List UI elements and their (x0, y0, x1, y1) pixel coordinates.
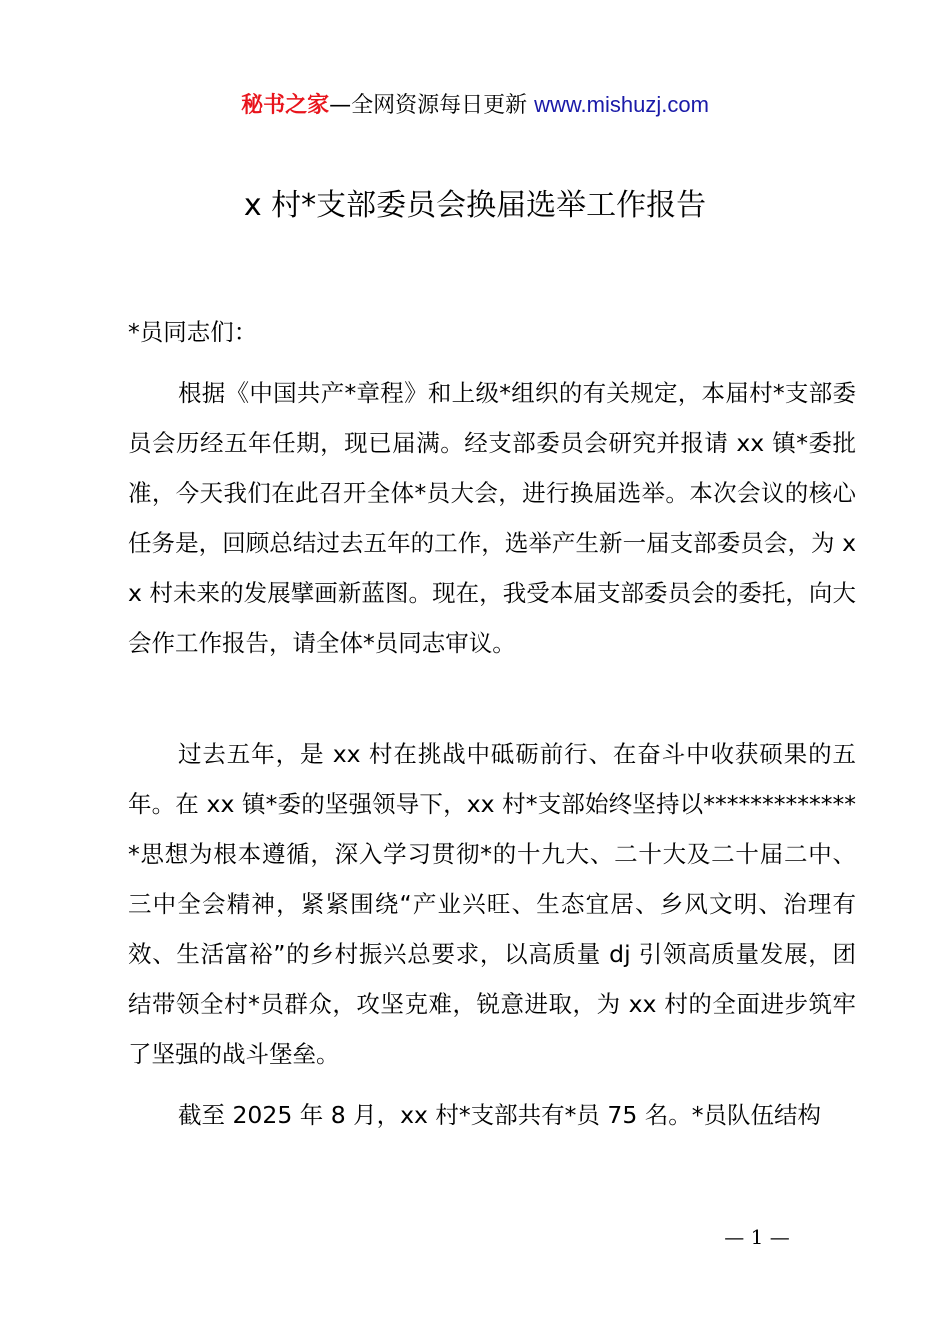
paragraph-3: 截至 2025 年 8 月，xx 村*支部共有*员 75 名。*员队伍结构 (178, 1101, 822, 1129)
banner-url-link[interactable]: www.mishuzj.com (534, 92, 709, 117)
banner-tagline: —全网资源每日更新 (329, 93, 535, 118)
paragraph-2: 过去五年，是 xx 村在挑战中砥砺前行、在奋斗中收获硕果的五年。在 xx 镇*委的坚强领导下，xx 村*支部始终坚持以**************思想为根本遵循，深入学习贯彻*的十九大、二十大及二十届二中、三中全会精神，紧紧围绕“产业兴旺、生态宜居、乡风文明、治理有效、生活富裕”的乡村振兴总要求，以高质量 dj 引领高质量发展，团结带领全村*员群众，攻坚克难，锐意进取，为 xx 村的全面进步筑牢了坚强的战斗堡垒。 (128, 740, 856, 1068)
banner-brand: 秘书之家 (241, 93, 330, 118)
paragraph-1: 根据《中国共产*章程》和上级*组织的有关规定，本届村*支部委员会历经五年任期，现已届满。经支部委员会研究并报请 xx 镇*委批准，今天我们在此召开全体*员大会，进行换届选举。本次会议的核心任务是，回顾总结过去五年的工作，选举产生新一届支部委员会，为 xx 村未来的发展擘画新蓝图。现在，我受本届支部委员会的委托，向大会作工作报告，请全体*员同志审议。 (128, 379, 856, 657)
document-title: x 村*支部委员会换届选举工作报告 (243, 188, 707, 223)
salutation: *员同志们： (128, 318, 258, 346)
site-banner (0, 88, 950, 123)
page-number: — 1 — (724, 1225, 790, 1249)
